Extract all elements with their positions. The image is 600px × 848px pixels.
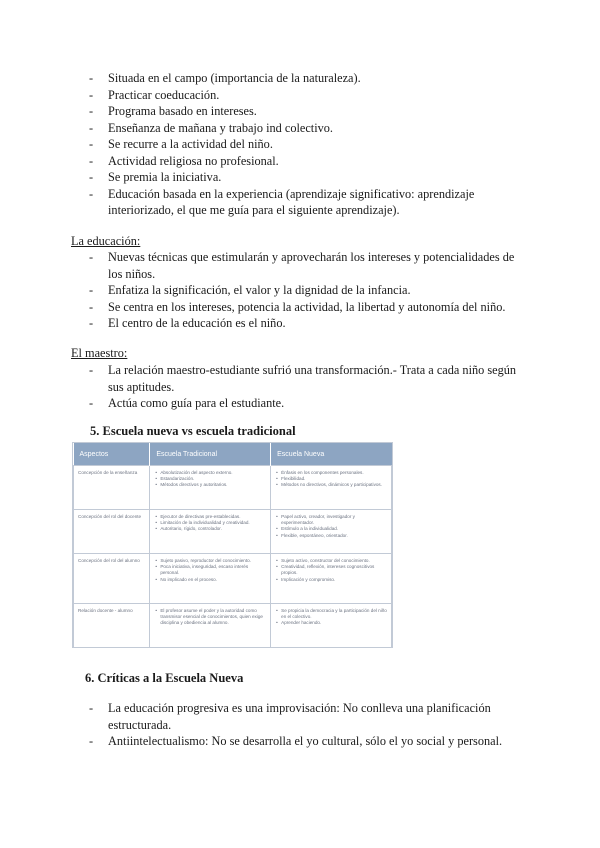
cell-bullet: • Sujeto pasivo, reproductor del conocimiento. <box>155 558 266 564</box>
intro-list <box>108 70 528 219</box>
educacion-list <box>108 249 528 332</box>
list-item: - Enfatiza la significación, el valor y la dignidad de la infancia. <box>108 282 528 299</box>
header-tradicional: Escuela Tradicional <box>150 443 271 466</box>
cell-bullet: • El profesor asume el poder y la autoridad como transmisor esencial de conocimientos, quien exige disciplina y obediencia al alumno. <box>155 608 266 627</box>
cell-bullet: • Papel activo, creador, investigador y experimentador. <box>276 514 387 526</box>
section-5-title: 5. Escuela nueva vs escuela tradicional <box>90 424 296 438</box>
header-aspectos: Aspectos <box>74 443 150 466</box>
nueva-cell <box>271 554 392 604</box>
cell-bullet: • Creatividad, reflexión, intereses cognoscitivos propios. <box>276 564 387 576</box>
section-6-title: 6. Críticas a la Escuela Nueva <box>85 671 244 685</box>
nueva-cell <box>271 510 392 554</box>
tradicional-cell <box>150 554 271 604</box>
nueva-cell <box>271 466 392 510</box>
cell-bullet: • Énfasis en los componentes personales. <box>276 470 387 476</box>
cell-bullet: • Limitación de la individualidad y creatividad. <box>155 520 266 526</box>
cell-bullet: • Sujeto activo, constructor del conocimiento. <box>276 558 387 564</box>
comparison-table <box>73 443 392 648</box>
cell-bullet: • No implicado en el proceso. <box>155 577 266 583</box>
table-row <box>74 510 392 554</box>
list-item: - Programa basado en intereses. <box>108 103 528 120</box>
list-item: - Practicar coeducación. <box>108 87 528 104</box>
list-item: - Actúa como guía para el estudiante. <box>108 395 528 412</box>
list-item: - Nuevas técnicas que estimularán y aprovecharán los intereses y potencialidades de los niños. <box>108 249 528 282</box>
list-item: - La educación progresiva es una improvisación: No conlleva una planificación estructurada. <box>108 700 528 733</box>
table-row <box>74 466 392 510</box>
cell-bullet: • Absolutización del aspecto externo. <box>155 470 266 476</box>
aspect-cell: Concepción del rol del alumno <box>74 554 150 604</box>
list-item: - Se recurre a la actividad del niño. <box>108 136 528 153</box>
tradicional-cell <box>150 604 271 648</box>
list-item: - Se premia la iniciativa. <box>108 169 528 186</box>
maestro-heading: El maestro: <box>71 346 128 360</box>
header-nueva: Escuela Nueva <box>271 443 392 466</box>
maestro-list <box>108 362 528 412</box>
nueva-cell <box>271 604 392 648</box>
table-header-row <box>74 443 392 466</box>
cell-bullet: • Estandarización. <box>155 476 266 482</box>
tradicional-cell <box>150 466 271 510</box>
cell-bullet: • Estímulo a la individualidad. <box>276 526 387 532</box>
aspect-cell: Concepción de la enseñanza <box>74 466 150 510</box>
cell-bullet: • Se propicia la democracia y la participación del niño en el colectivo. <box>276 608 387 620</box>
tradicional-cell <box>150 510 271 554</box>
table-row <box>74 554 392 604</box>
cell-bullet: • Métodos directivos y autoritarios. <box>155 482 266 488</box>
table-row <box>74 604 392 648</box>
list-item: - Actividad religiosa no profesional. <box>108 153 528 170</box>
criticas-list <box>108 700 528 750</box>
list-item: - Enseñanza de mañana y trabajo ind colectivo. <box>108 120 528 137</box>
cell-bullet: • Autoritario, rígido, controlador. <box>155 526 266 532</box>
list-item: - El centro de la educación es el niño. <box>108 315 528 332</box>
comparison-table-image <box>72 442 393 648</box>
list-item: - La relación maestro-estudiante sufrió una transformación.- Trata a cada niño según sus aptitudes. <box>108 362 528 395</box>
list-item: - Situada en el campo (importancia de la naturaleza). <box>108 70 528 87</box>
aspect-cell: Relación docente - alumno <box>74 604 150 648</box>
cell-bullet: • Flexibilidad. <box>276 476 387 482</box>
cell-bullet: • Implicación y compromiso. <box>276 577 387 583</box>
cell-bullet: • Métodos no directivos, dinámicos y participativos. <box>276 482 387 488</box>
cell-bullet: • Aprender haciendo. <box>276 620 387 626</box>
list-item: - Se centra en los intereses, potencia la actividad, la libertad y autonomía del niño. <box>108 299 528 316</box>
cell-bullet: • Poca iniciativa, inseguridad, escaso interés personal. <box>155 564 266 576</box>
educacion-heading: La educación: <box>71 234 141 248</box>
list-item: - Antiintelectualismo: No se desarrolla el yo cultural, sólo el yo social y personal. <box>108 733 528 750</box>
cell-bullet: • Ejecutor de directivas pre-establecidas. <box>155 514 266 520</box>
list-item: - Educación basada en la experiencia (aprendizaje significativo: aprendizaje interiorizado, el que me guía para el siguiente aprendizaje). <box>108 186 528 219</box>
aspect-cell: Concepción del rol del docente <box>74 510 150 554</box>
cell-bullet: • Flexible, espontáneo, orientador. <box>276 533 387 539</box>
